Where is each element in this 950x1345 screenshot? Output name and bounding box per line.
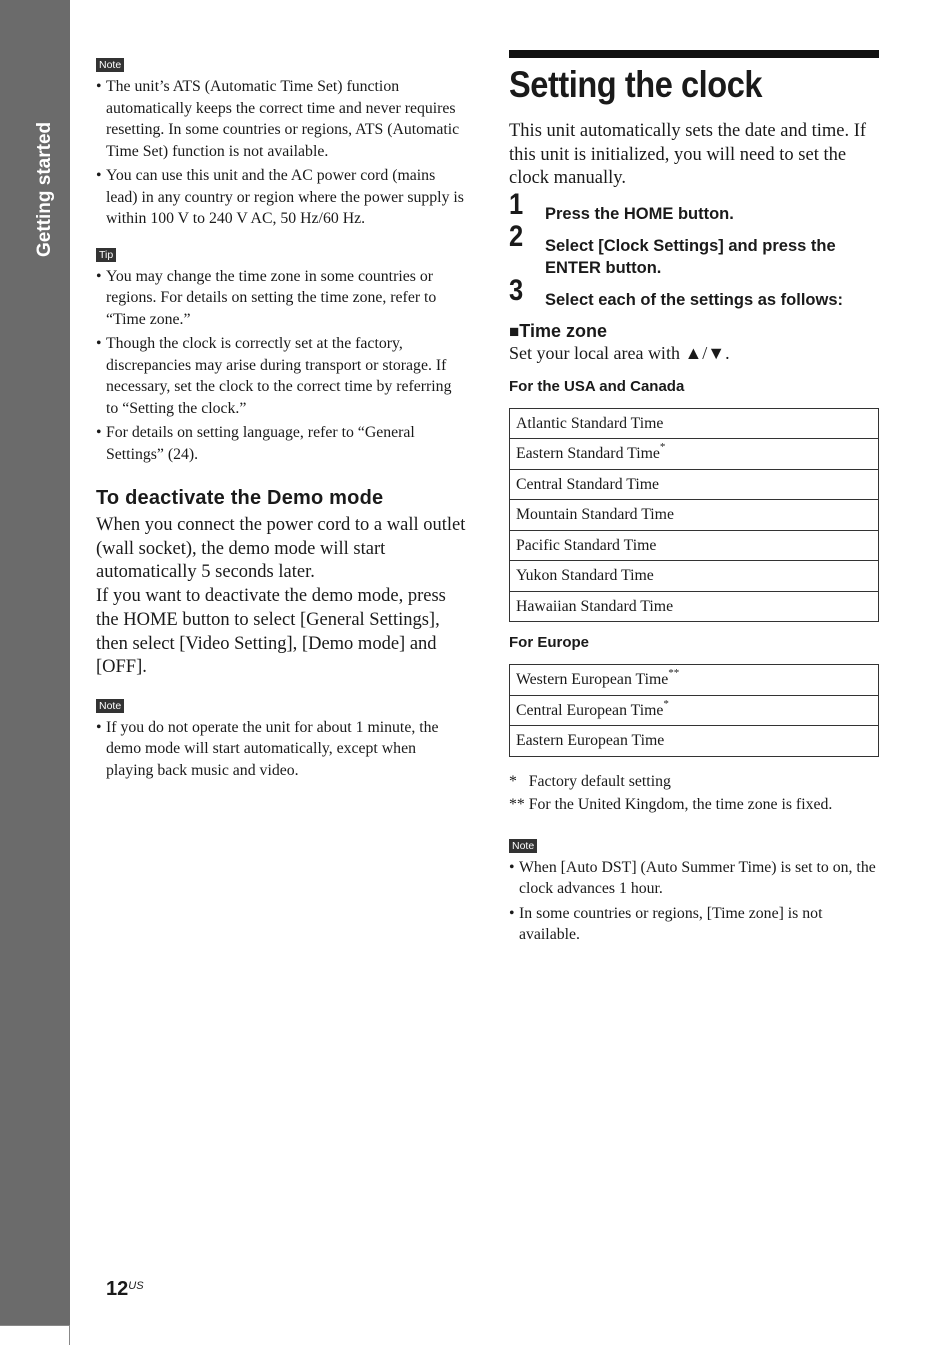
note-badge: Note: [96, 58, 124, 72]
step-text: Select [Clock Settings] and press the ENTER button.: [545, 237, 836, 278]
time-zone-name: Central European Time: [516, 701, 664, 719]
note-badge: Note: [509, 839, 537, 853]
list-item: • For details on setting language, refer to “General Settings” (24).: [96, 422, 466, 465]
steps: [509, 188, 879, 311]
step-number: 1: [509, 188, 524, 222]
time-zone-name: Hawaiian Standard Time: [516, 597, 674, 615]
table-row: [510, 530, 879, 561]
time-zone-name: Eastern Standard Time: [516, 445, 660, 463]
time-zone-name: Pacific Standard Time: [516, 536, 657, 554]
list-item: • You may change the time zone in some countries or regions. For details on setting the time zone, refer to “Time zone.”: [96, 266, 466, 331]
footnote-mark: *: [659, 441, 666, 454]
time-zone-cell: [510, 439, 879, 470]
footnote-mark: **: [668, 667, 680, 680]
time-zone-name: Western European Time: [516, 671, 669, 689]
note-list: [96, 717, 466, 782]
tip-badge: Tip: [96, 248, 116, 262]
section-label: Getting started: [34, 121, 55, 257]
footnote-mark: *: [663, 697, 669, 710]
time-zone-cell: [510, 591, 879, 622]
note-block-3: [509, 836, 879, 946]
demo-paragraph-1: When you connect the power cord to a wall outlet (wall socket), the demo mode will start automatically 5 seconds later.: [96, 515, 466, 583]
list-item: • In some countries or regions, [Time zone] is not available.: [509, 903, 879, 946]
table-row: [510, 469, 879, 500]
step-text: Select each of the settings as follows:: [545, 291, 843, 310]
table-row: [510, 439, 879, 470]
table-row: [510, 561, 879, 592]
time-zone-cell: [510, 408, 879, 439]
step-text: Press the HOME button.: [545, 205, 734, 224]
time-zone-cell: [510, 665, 879, 696]
note-badge: Note: [96, 699, 124, 713]
time-zone-name: Atlantic Standard Time: [516, 414, 664, 432]
tip-list: [96, 266, 466, 466]
page-number-value: 12: [106, 1278, 129, 1300]
step-1: [509, 188, 879, 225]
table-row: [510, 726, 879, 757]
step-number: 3: [509, 274, 524, 308]
time-zone-name: Mountain Standard Time: [516, 506, 674, 524]
time-zone-cell: [510, 561, 879, 592]
time-zone-cell: [510, 469, 879, 500]
footnote: * Factory default setting: [509, 772, 671, 790]
time-zone-heading: [509, 321, 879, 342]
note-block-1: [96, 55, 466, 230]
table-row: [510, 500, 879, 531]
section-sidebar: [0, 0, 70, 1325]
page-number: [106, 1278, 144, 1301]
square-bullet-icon: ■: [509, 322, 520, 342]
page-title: Setting the clock: [509, 64, 763, 105]
corner-line: [0, 1325, 70, 1345]
list-item: • When [Auto DST] (Auto Summer Time) is set to on, the clock advances 1 hour.: [509, 857, 879, 900]
time-zone-cell: [510, 500, 879, 531]
footnotes: [509, 770, 879, 816]
left-column: [96, 55, 466, 784]
table-row: [510, 591, 879, 622]
time-zone-name: Eastern European Time: [516, 732, 665, 750]
note-list: [96, 76, 466, 230]
time-zone-cell: [510, 530, 879, 561]
intro-text: This unit automatically sets the date and time. If this unit is initialized, you will need to set the clock manually.: [509, 121, 867, 189]
demo-mode-heading: To deactivate the Demo mode: [96, 487, 384, 509]
time-zone-name: Yukon Standard Time: [516, 567, 654, 585]
footnote: ** For the United Kingdom, the time zone is fixed.: [509, 795, 833, 813]
list-item: • Though the clock is correctly set at the factory, discrepancies may arise during transport or storage. If necessary, set the clock to the correct time by referring to “Setting the clock.”: [96, 333, 466, 419]
note-block-2: [96, 696, 466, 782]
page-number-suffix: US: [128, 1280, 144, 1292]
usa-time-zone-table: [509, 408, 879, 623]
right-column: [509, 50, 879, 949]
table-row: [510, 695, 879, 726]
usa-heading: For the USA and Canada: [509, 377, 685, 395]
tip-block: [96, 245, 466, 466]
list-item: • If you do not operate the unit for about 1 minute, the demo mode will start automatically, except when playing back music and video.: [96, 717, 466, 782]
time-zone-title: Time zone: [519, 321, 607, 342]
table-row: [510, 408, 879, 439]
time-zone-name: Central Standard Time: [516, 475, 660, 493]
europe-heading: For Europe: [509, 634, 590, 652]
list-item: • You can use this unit and the AC power cord (mains lead) in any country or region where the power supply is within 100 V to 240 V AC, 50 Hz/60 Hz.: [96, 165, 466, 230]
time-zone-instruction: Set your local area with ▲/▼.: [509, 343, 730, 364]
step-2: [509, 220, 879, 279]
step-number: 2: [509, 220, 524, 254]
time-zone-cell: [510, 695, 879, 726]
step-3: [509, 274, 879, 311]
list-item: • The unit’s ATS (Automatic Time Set) function automatically keeps the correct time and never requires resetting. In some countries or regions, ATS (Automatic Time Set) function is not available.: [96, 76, 466, 162]
note-list: [509, 857, 879, 946]
time-zone-cell: [510, 726, 879, 757]
europe-time-zone-table: [509, 664, 879, 757]
title-rule: [509, 50, 879, 58]
table-row: [510, 665, 879, 696]
demo-paragraph-2: If you want to deactivate the demo mode, press the HOME button to select [General Settings], then select [Video Setting], [Demo mode] and [OFF].: [96, 586, 446, 678]
